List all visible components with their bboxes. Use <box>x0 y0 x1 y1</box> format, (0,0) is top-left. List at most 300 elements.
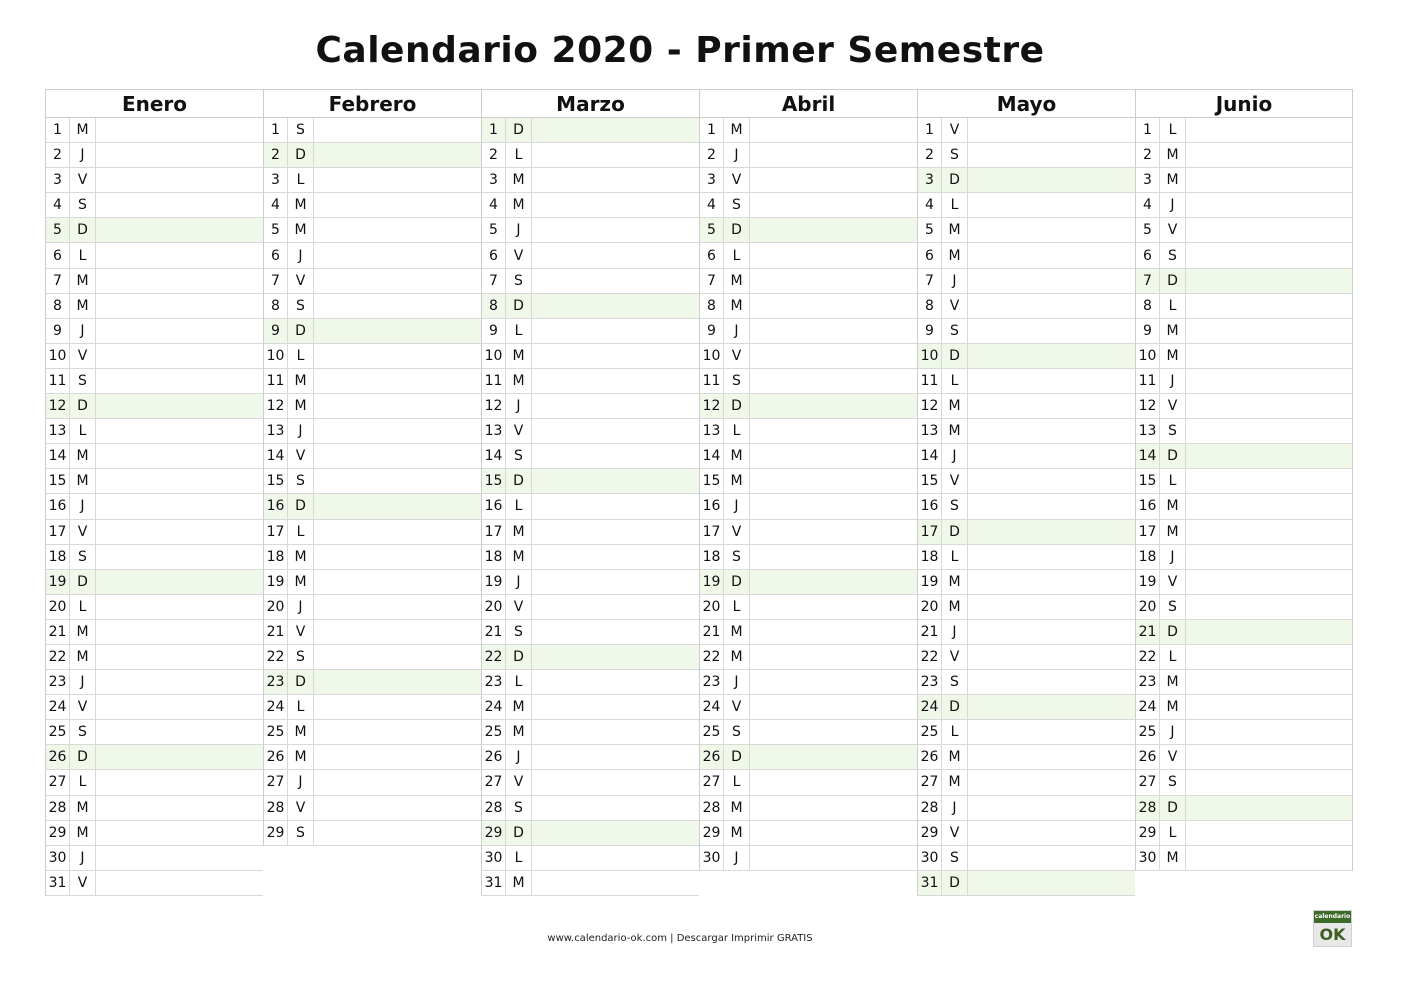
day-number: 28 <box>264 796 288 820</box>
day-row <box>917 294 1135 319</box>
note-cell[interactable] <box>750 344 917 368</box>
day-number: 6 <box>700 243 724 267</box>
day-row <box>699 645 917 670</box>
day-row <box>1135 520 1353 545</box>
day-row <box>481 344 699 369</box>
note-cell[interactable] <box>968 720 1135 744</box>
month-header: Marzo <box>481 89 699 118</box>
note-cell[interactable] <box>968 570 1135 594</box>
weekday-letter: D <box>1160 444 1186 468</box>
note-cell[interactable] <box>750 645 917 669</box>
weekday-letter: M <box>506 871 532 895</box>
note-cell[interactable] <box>96 545 263 569</box>
note-cell[interactable] <box>1186 243 1352 267</box>
note-cell[interactable] <box>532 846 699 870</box>
note-cell[interactable] <box>1186 469 1352 493</box>
note-cell[interactable] <box>750 118 917 142</box>
weekday-letter: D <box>942 344 968 368</box>
note-cell[interactable] <box>96 645 263 669</box>
note-cell[interactable] <box>96 469 263 493</box>
day-number: 27 <box>700 770 724 794</box>
day-number: 16 <box>1136 494 1160 518</box>
note-cell[interactable] <box>96 846 263 870</box>
day-number: 15 <box>482 469 506 493</box>
note-cell[interactable] <box>1186 720 1352 744</box>
day-number: 29 <box>264 821 288 845</box>
note-cell[interactable] <box>532 620 699 644</box>
note-cell[interactable] <box>968 796 1135 820</box>
note-cell[interactable] <box>750 193 917 217</box>
note-cell[interactable] <box>314 218 481 242</box>
day-row <box>45 394 263 419</box>
note-cell[interactable] <box>532 570 699 594</box>
day-number: 17 <box>700 520 724 544</box>
day-number: 20 <box>482 595 506 619</box>
note-cell[interactable] <box>532 243 699 267</box>
note-cell[interactable] <box>314 520 481 544</box>
weekday-letter: S <box>288 821 314 845</box>
note-cell[interactable] <box>532 520 699 544</box>
note-cell[interactable] <box>750 570 917 594</box>
day-number: 1 <box>1136 118 1160 142</box>
note-cell[interactable] <box>968 520 1135 544</box>
note-cell[interactable] <box>314 545 481 569</box>
note-cell[interactable] <box>96 269 263 293</box>
day-row <box>481 695 699 720</box>
note-cell[interactable] <box>1186 168 1352 192</box>
note-cell[interactable] <box>96 520 263 544</box>
month-enero <box>45 89 263 896</box>
note-cell[interactable] <box>968 344 1135 368</box>
day-row <box>1135 218 1353 243</box>
weekday-letter: S <box>70 369 96 393</box>
note-cell[interactable] <box>1186 770 1352 794</box>
note-cell[interactable] <box>750 469 917 493</box>
note-cell[interactable] <box>968 168 1135 192</box>
note-cell[interactable] <box>96 796 263 820</box>
weekday-letter: J <box>288 595 314 619</box>
note-cell[interactable] <box>96 720 263 744</box>
day-number: 14 <box>264 444 288 468</box>
weekday-letter: M <box>506 695 532 719</box>
day-number: 14 <box>46 444 70 468</box>
note-cell[interactable] <box>314 394 481 418</box>
day-number: 7 <box>482 269 506 293</box>
note-cell[interactable] <box>96 770 263 794</box>
note-cell[interactable] <box>96 319 263 343</box>
day-row <box>481 444 699 469</box>
note-cell[interactable] <box>314 745 481 769</box>
note-cell[interactable] <box>1186 294 1352 318</box>
day-number: 26 <box>482 745 506 769</box>
day-number: 16 <box>46 494 70 518</box>
note-cell[interactable] <box>750 269 917 293</box>
day-number: 18 <box>482 545 506 569</box>
note-cell[interactable] <box>532 821 699 845</box>
note-cell[interactable] <box>1186 444 1352 468</box>
day-row <box>699 620 917 645</box>
note-cell[interactable] <box>314 670 481 694</box>
weekday-letter: M <box>1160 520 1186 544</box>
note-cell[interactable] <box>750 143 917 167</box>
note-cell[interactable] <box>314 595 481 619</box>
day-row <box>1135 168 1353 193</box>
day-row <box>263 620 481 645</box>
day-number: 16 <box>482 494 506 518</box>
note-cell[interactable] <box>532 143 699 167</box>
note-cell[interactable] <box>750 796 917 820</box>
note-cell[interactable] <box>96 695 263 719</box>
note-cell[interactable] <box>532 269 699 293</box>
note-cell[interactable] <box>1186 218 1352 242</box>
day-number: 12 <box>1136 394 1160 418</box>
note-cell[interactable] <box>96 218 263 242</box>
note-cell[interactable] <box>968 821 1135 845</box>
weekday-letter: V <box>942 294 968 318</box>
note-cell[interactable] <box>750 745 917 769</box>
note-cell[interactable] <box>96 620 263 644</box>
note-cell[interactable] <box>750 243 917 267</box>
day-row <box>263 520 481 545</box>
day-row <box>917 846 1135 871</box>
day-row <box>699 444 917 469</box>
note-cell[interactable] <box>314 570 481 594</box>
day-number: 6 <box>264 243 288 267</box>
note-cell[interactable] <box>532 369 699 393</box>
weekday-letter: M <box>942 770 968 794</box>
note-cell[interactable] <box>314 369 481 393</box>
note-cell[interactable] <box>1186 670 1352 694</box>
note-cell[interactable] <box>314 645 481 669</box>
day-row <box>699 419 917 444</box>
note-cell[interactable] <box>750 494 917 518</box>
note-cell[interactable] <box>96 595 263 619</box>
note-cell[interactable] <box>532 670 699 694</box>
note-cell[interactable] <box>968 645 1135 669</box>
day-row <box>699 570 917 595</box>
day-row <box>263 369 481 394</box>
note-cell[interactable] <box>1186 369 1352 393</box>
weekday-letter: M <box>942 745 968 769</box>
weekday-letter: M <box>942 218 968 242</box>
note-cell[interactable] <box>968 394 1135 418</box>
weekday-letter: D <box>70 394 96 418</box>
weekday-letter: J <box>942 620 968 644</box>
day-number: 26 <box>46 745 70 769</box>
weekday-letter: J <box>288 419 314 443</box>
note-cell[interactable] <box>532 469 699 493</box>
note-cell[interactable] <box>968 695 1135 719</box>
note-cell[interactable] <box>1186 193 1352 217</box>
day-row <box>699 720 917 745</box>
note-cell[interactable] <box>968 294 1135 318</box>
note-cell[interactable] <box>968 545 1135 569</box>
note-cell[interactable] <box>1186 545 1352 569</box>
note-cell[interactable] <box>314 319 481 343</box>
day-number: 12 <box>918 394 942 418</box>
note-cell[interactable] <box>532 294 699 318</box>
note-cell[interactable] <box>532 168 699 192</box>
weekday-letter: M <box>724 645 750 669</box>
note-cell[interactable] <box>750 444 917 468</box>
note-cell[interactable] <box>750 394 917 418</box>
note-cell[interactable] <box>968 444 1135 468</box>
note-cell[interactable] <box>1186 821 1352 845</box>
note-cell[interactable] <box>96 419 263 443</box>
note-cell[interactable] <box>314 344 481 368</box>
weekday-letter: D <box>506 294 532 318</box>
note-cell[interactable] <box>532 545 699 569</box>
note-cell[interactable] <box>1186 520 1352 544</box>
day-row <box>481 745 699 770</box>
day-number: 30 <box>46 846 70 870</box>
note-cell[interactable] <box>96 168 263 192</box>
day-number: 22 <box>1136 645 1160 669</box>
day-number: 2 <box>46 143 70 167</box>
note-cell[interactable] <box>968 369 1135 393</box>
note-cell[interactable] <box>532 645 699 669</box>
day-number: 29 <box>918 821 942 845</box>
note-cell[interactable] <box>1186 645 1352 669</box>
note-cell[interactable] <box>968 595 1135 619</box>
day-number: 4 <box>918 193 942 217</box>
day-row <box>917 494 1135 519</box>
note-cell[interactable] <box>96 193 263 217</box>
note-cell[interactable] <box>314 695 481 719</box>
note-cell[interactable] <box>314 168 481 192</box>
weekday-letter: L <box>506 143 532 167</box>
note-cell[interactable] <box>532 444 699 468</box>
day-number: 21 <box>1136 620 1160 644</box>
note-cell[interactable] <box>750 821 917 845</box>
weekday-letter: L <box>724 243 750 267</box>
note-cell[interactable] <box>314 269 481 293</box>
note-cell[interactable] <box>532 118 699 142</box>
note-cell[interactable] <box>750 720 917 744</box>
day-row <box>917 243 1135 268</box>
day-number: 21 <box>46 620 70 644</box>
note-cell[interactable] <box>750 670 917 694</box>
note-cell[interactable] <box>1186 394 1352 418</box>
note-cell[interactable] <box>750 520 917 544</box>
note-cell[interactable] <box>314 294 481 318</box>
note-cell[interactable] <box>968 143 1135 167</box>
note-cell[interactable] <box>532 344 699 368</box>
day-number: 25 <box>1136 720 1160 744</box>
note-cell[interactable] <box>968 243 1135 267</box>
note-cell[interactable] <box>750 846 917 870</box>
day-row <box>699 369 917 394</box>
day-number: 30 <box>918 846 942 870</box>
day-row <box>263 118 481 143</box>
note-cell[interactable] <box>96 394 263 418</box>
note-cell[interactable] <box>1186 143 1352 167</box>
note-cell[interactable] <box>96 294 263 318</box>
note-cell[interactable] <box>314 469 481 493</box>
day-row <box>1135 695 1353 720</box>
weekday-letter: J <box>506 570 532 594</box>
note-cell[interactable] <box>532 871 699 895</box>
note-cell[interactable] <box>532 770 699 794</box>
note-cell[interactable] <box>968 319 1135 343</box>
weekday-letter: D <box>724 218 750 242</box>
weekday-letter: M <box>70 645 96 669</box>
note-cell[interactable] <box>968 670 1135 694</box>
note-cell[interactable] <box>1186 570 1352 594</box>
day-number: 17 <box>918 520 942 544</box>
note-cell[interactable] <box>968 846 1135 870</box>
note-cell[interactable] <box>750 620 917 644</box>
note-cell[interactable] <box>1186 118 1352 142</box>
note-cell[interactable] <box>314 770 481 794</box>
note-cell[interactable] <box>314 494 481 518</box>
note-cell[interactable] <box>1186 745 1352 769</box>
day-number: 24 <box>700 695 724 719</box>
note-cell[interactable] <box>96 670 263 694</box>
months-grid <box>45 89 1353 896</box>
note-cell[interactable] <box>314 193 481 217</box>
note-cell[interactable] <box>314 419 481 443</box>
note-cell[interactable] <box>96 444 263 468</box>
note-cell[interactable] <box>1186 695 1352 719</box>
note-cell[interactable] <box>314 796 481 820</box>
note-cell[interactable] <box>750 419 917 443</box>
weekday-letter: M <box>942 419 968 443</box>
day-number: 7 <box>264 269 288 293</box>
day-row <box>699 545 917 570</box>
note-cell[interactable] <box>968 118 1135 142</box>
note-cell[interactable] <box>1186 319 1352 343</box>
note-cell[interactable] <box>1186 269 1352 293</box>
note-cell[interactable] <box>750 770 917 794</box>
note-cell[interactable] <box>1186 344 1352 368</box>
note-cell[interactable] <box>96 344 263 368</box>
weekday-letter: V <box>724 344 750 368</box>
note-cell[interactable] <box>968 620 1135 644</box>
note-cell[interactable] <box>750 695 917 719</box>
note-cell[interactable] <box>1186 494 1352 518</box>
note-cell[interactable] <box>314 720 481 744</box>
note-cell[interactable] <box>968 494 1135 518</box>
note-cell[interactable] <box>750 545 917 569</box>
note-cell[interactable] <box>1186 595 1352 619</box>
note-cell[interactable] <box>750 369 917 393</box>
weekday-letter: S <box>1160 770 1186 794</box>
day-number: 18 <box>1136 545 1160 569</box>
note-cell[interactable] <box>1186 796 1352 820</box>
note-cell[interactable] <box>532 796 699 820</box>
day-number: 3 <box>700 168 724 192</box>
note-cell[interactable] <box>968 770 1135 794</box>
weekday-letter: S <box>1160 243 1186 267</box>
note-cell[interactable] <box>750 218 917 242</box>
note-cell[interactable] <box>314 620 481 644</box>
note-cell[interactable] <box>750 168 917 192</box>
note-cell[interactable] <box>532 720 699 744</box>
note-cell[interactable] <box>532 319 699 343</box>
note-cell[interactable] <box>750 294 917 318</box>
day-row <box>1135 770 1353 795</box>
day-row <box>481 294 699 319</box>
note-cell[interactable] <box>1186 419 1352 443</box>
note-cell[interactable] <box>96 243 263 267</box>
day-row <box>481 419 699 444</box>
day-row <box>481 770 699 795</box>
note-cell[interactable] <box>532 745 699 769</box>
day-row <box>1135 821 1353 846</box>
weekday-letter: L <box>724 419 750 443</box>
note-cell[interactable] <box>968 419 1135 443</box>
note-cell[interactable] <box>532 394 699 418</box>
note-cell[interactable] <box>314 821 481 845</box>
note-cell[interactable] <box>750 319 917 343</box>
day-number: 10 <box>482 344 506 368</box>
note-cell[interactable] <box>968 269 1135 293</box>
note-cell[interactable] <box>750 595 917 619</box>
day-row <box>1135 369 1353 394</box>
note-cell[interactable] <box>968 193 1135 217</box>
weekday-letter: M <box>1160 319 1186 343</box>
weekday-letter: M <box>724 118 750 142</box>
day-row <box>917 796 1135 821</box>
month-header: Febrero <box>263 89 481 118</box>
day-row <box>917 770 1135 795</box>
day-number: 16 <box>264 494 288 518</box>
note-cell[interactable] <box>314 118 481 142</box>
day-row <box>1135 143 1353 168</box>
note-cell[interactable] <box>96 871 263 895</box>
day-row <box>917 344 1135 369</box>
note-cell[interactable] <box>968 745 1135 769</box>
day-row <box>45 193 263 218</box>
note-cell[interactable] <box>314 444 481 468</box>
note-cell[interactable] <box>96 143 263 167</box>
day-number: 19 <box>700 570 724 594</box>
note-cell[interactable] <box>96 369 263 393</box>
note-cell[interactable] <box>1186 620 1352 644</box>
weekday-letter: M <box>724 444 750 468</box>
weekday-letter: M <box>70 118 96 142</box>
note-cell[interactable] <box>96 821 263 845</box>
calendario-ok-logo[interactable] <box>1313 910 1352 947</box>
note-cell[interactable] <box>532 193 699 217</box>
note-cell[interactable] <box>532 218 699 242</box>
day-number: 17 <box>1136 520 1160 544</box>
day-number: 16 <box>700 494 724 518</box>
day-number: 6 <box>46 243 70 267</box>
weekday-letter: M <box>70 796 96 820</box>
note-cell[interactable] <box>532 695 699 719</box>
day-row <box>45 871 263 896</box>
note-cell[interactable] <box>968 469 1135 493</box>
note-cell[interactable] <box>314 143 481 167</box>
note-cell[interactable] <box>96 494 263 518</box>
note-cell[interactable] <box>968 871 1135 895</box>
note-cell[interactable] <box>1186 846 1352 870</box>
note-cell[interactable] <box>532 494 699 518</box>
note-cell[interactable] <box>968 218 1135 242</box>
note-cell[interactable] <box>96 570 263 594</box>
note-cell[interactable] <box>314 243 481 267</box>
page-title: Calendario 2020 - Primer Semestre <box>315 30 1045 71</box>
note-cell[interactable] <box>532 419 699 443</box>
day-number: 11 <box>918 369 942 393</box>
day-row <box>699 770 917 795</box>
note-cell[interactable] <box>532 595 699 619</box>
month-header: Abril <box>699 89 917 118</box>
note-cell[interactable] <box>96 745 263 769</box>
note-cell[interactable] <box>96 118 263 142</box>
